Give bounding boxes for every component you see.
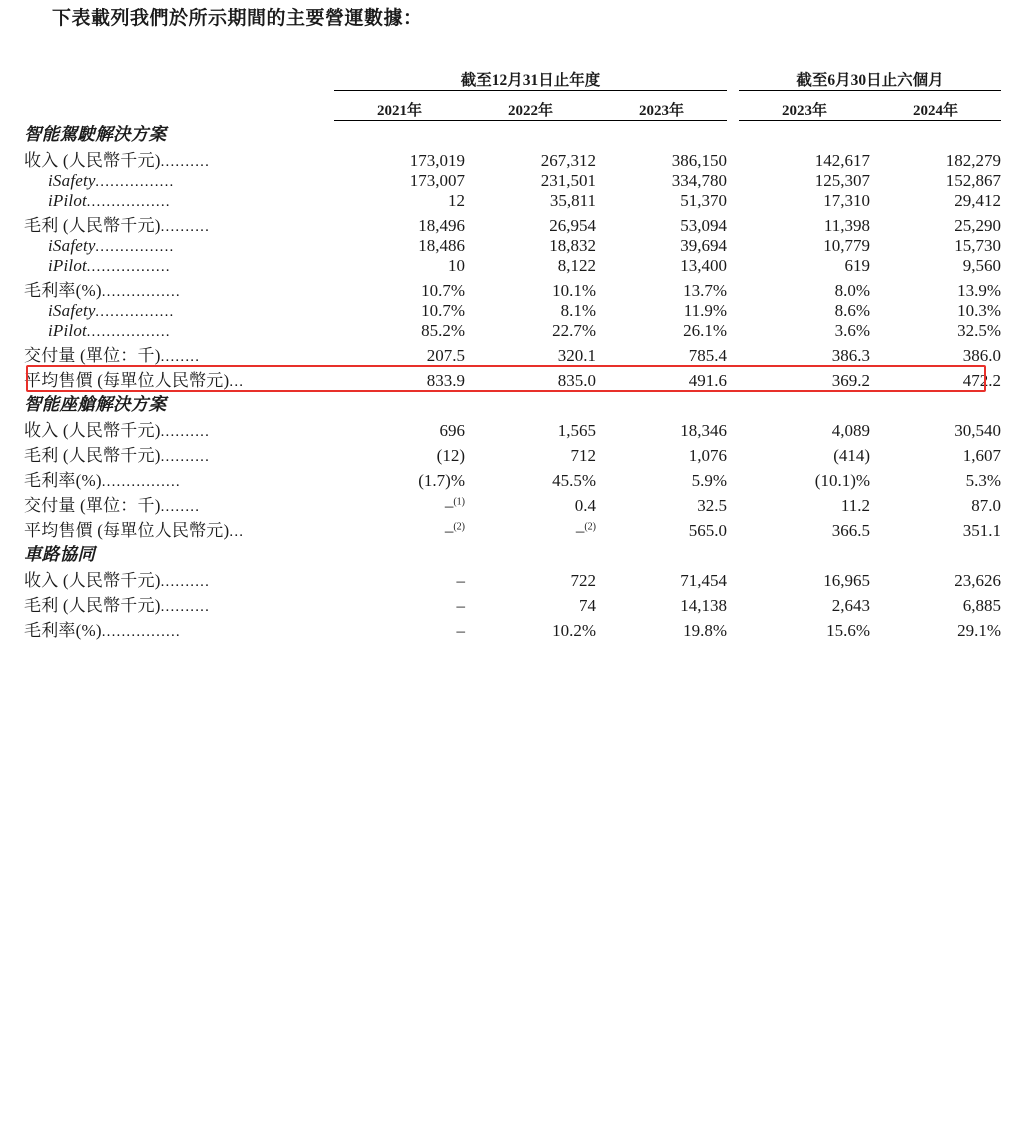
row-label: iPilot.................	[48, 256, 172, 275]
leader-dots: ................	[101, 284, 181, 300]
table-cell-value: 8.0%	[834, 281, 871, 300]
column-gap	[727, 301, 739, 321]
table-row	[24, 616, 1001, 641]
row-label: iPilot.................	[48, 191, 172, 210]
row-label: 交付量 (單位：千)........	[24, 346, 201, 365]
intro-paragraph: 下表載列我們於所示期間的主要營運數據：	[52, 8, 423, 29]
table-cell-value: 366.5	[831, 521, 871, 540]
table-cell-value: –$^{(1)}$	[444, 496, 465, 515]
table-cell-value: 74	[579, 596, 596, 615]
leader-dots: ........	[160, 349, 201, 365]
table-cell-value: 10.7%	[421, 281, 465, 300]
table-cell-value: (12)	[436, 446, 465, 465]
leader-dots: ................	[95, 174, 175, 190]
table-cell-value: –	[456, 596, 465, 615]
column-gap	[727, 211, 739, 236]
table-cell-value: 386,150	[671, 151, 728, 170]
header-group-row	[24, 68, 1001, 91]
table-cell-value: 2,643	[831, 596, 871, 615]
leader-dots: ................	[101, 624, 181, 640]
table-cell-value: 17,310	[823, 191, 871, 210]
row-label: 毛利率(%)................	[24, 621, 181, 640]
leader-dots: ..........	[160, 574, 211, 590]
table-cell-value: 13.7%	[683, 281, 728, 300]
row-label: 交付量 (單位：千)........	[24, 496, 201, 515]
table-cell-value: 833.9	[426, 371, 465, 390]
table-cell-value: 369.2	[831, 371, 871, 390]
table-cell-value: 18,832	[549, 236, 596, 255]
table-cell-value: 696	[439, 421, 465, 440]
table-cell-value: 207.5	[426, 346, 465, 365]
table-row	[24, 591, 1001, 616]
leader-dots: ................	[101, 474, 181, 490]
table-cell-value: 1,607	[962, 446, 1002, 465]
table-row	[24, 276, 1001, 301]
table-cell-value: –	[456, 621, 465, 640]
column-gap	[727, 441, 739, 466]
row-label: iSafety................	[48, 171, 175, 190]
header-year-row	[24, 99, 1001, 121]
table-cell-value: –$^{(2)}$	[575, 521, 596, 540]
section-title: 智能駕駛解決方案	[24, 124, 167, 144]
leader-dots: .................	[86, 324, 172, 340]
row-label: 收入 (人民幣千元)..........	[24, 151, 211, 170]
row-label: iSafety................	[48, 236, 175, 255]
footnote-marker: (2)	[453, 521, 465, 533]
table-cell-value: 10	[448, 256, 465, 275]
section-title-row	[24, 541, 1001, 566]
table-cell-value: 18,486	[418, 236, 465, 255]
table-cell-value: 11.9%	[683, 301, 728, 320]
table-row	[24, 256, 1001, 276]
column-gap	[727, 416, 739, 441]
header-year-2022: 2022年	[465, 99, 596, 121]
table-cell-value: 12	[448, 191, 465, 210]
table-cell-value: 87.0	[971, 496, 1002, 515]
table-row	[24, 211, 1001, 236]
row-label: 毛利 (人民幣千元)..........	[24, 216, 211, 235]
table-cell-value: 10.3%	[957, 301, 1002, 320]
table-cell-value: 142,617	[814, 151, 871, 170]
table-cell-value: 22.7%	[552, 321, 596, 340]
column-gap	[727, 591, 739, 616]
table-cell-value: 29.1%	[957, 621, 1002, 640]
row-label: 收入 (人民幣千元)..........	[24, 571, 211, 590]
footnote-marker: (2)	[584, 521, 596, 533]
table-row	[24, 466, 1001, 491]
table-row	[24, 321, 1001, 341]
table-row	[24, 236, 1001, 256]
table-cell-value: 51,370	[680, 191, 728, 210]
column-gap	[727, 466, 739, 491]
table-cell-value: 125,307	[814, 171, 871, 190]
table-cell-value: 29,412	[954, 191, 1002, 210]
table-cell-value: 8.6%	[834, 301, 871, 320]
table-cell-value: 10.2%	[552, 621, 596, 640]
table-cell-value: 565.0	[688, 521, 728, 540]
table-body	[24, 121, 1001, 642]
table-cell-value: 19.8%	[683, 621, 728, 640]
table-cell-value: 32.5%	[957, 321, 1002, 340]
table-cell-value: 13.9%	[957, 281, 1002, 300]
table-cell-value: 23,626	[954, 571, 1002, 590]
operating-data-table	[24, 68, 1001, 641]
table-cell-value: 35,811	[549, 191, 596, 210]
table-cell-value: 71,454	[680, 571, 728, 590]
footnote-marker: (1)	[453, 496, 465, 508]
table-cell-value: 267,312	[540, 151, 596, 170]
table-row	[24, 146, 1001, 171]
table-cell-value: 5.9%	[691, 471, 728, 490]
table-row	[24, 341, 1001, 366]
column-gap	[727, 321, 739, 341]
section-title: 智能座艙解決方案	[24, 394, 167, 414]
leader-dots: ................	[95, 304, 175, 320]
table-cell-value: 10.7%	[421, 301, 465, 320]
table-cell-value: 0.4	[574, 496, 596, 515]
column-gap	[727, 236, 739, 256]
header-year-2023: 2023年	[596, 99, 727, 121]
table-cell-value: 386.0	[962, 346, 1002, 365]
table-row	[24, 566, 1001, 591]
table-cell-value: 231,501	[540, 171, 596, 190]
column-gap	[727, 516, 739, 541]
column-gap	[727, 191, 739, 211]
header-year-2024-interim: 2024年	[870, 99, 1001, 121]
section-title: 車路協同	[24, 544, 96, 564]
table-cell-value: 1,565	[557, 421, 596, 440]
table-cell-value: 5.3%	[965, 471, 1002, 490]
table-cell-value: 1,076	[688, 446, 728, 465]
header-group-annual: 截至12月31日止年度	[334, 68, 727, 91]
table-cell-value: (10.1)%	[814, 471, 871, 490]
table-cell-value: (414)	[833, 446, 871, 465]
table-cell-value: 491.6	[688, 371, 728, 390]
table-cell-value: 39,694	[680, 236, 728, 255]
table-cell-value: 11,398	[823, 216, 871, 235]
table-cell-value: –	[456, 571, 465, 590]
table-row	[24, 366, 1001, 391]
table-cell-value: 8.1%	[560, 301, 596, 320]
table-cell-value: 3.6%	[834, 321, 871, 340]
table-row	[24, 516, 1001, 541]
table-cell-value: 785.4	[688, 346, 728, 365]
leader-dots: ..........	[160, 599, 211, 615]
table-cell-value: 173,007	[409, 171, 465, 190]
table-cell-value: 14,138	[680, 596, 728, 615]
table-cell-value: 18,496	[418, 216, 465, 235]
table-row	[24, 491, 1001, 516]
table-row	[24, 416, 1001, 441]
table-header	[24, 68, 1001, 121]
leader-dots: ................	[95, 239, 175, 255]
header-group-interim: 截至6月30日止六個月	[739, 68, 1001, 91]
table-cell-value: 472.2	[962, 371, 1002, 390]
table-cell-value: 32.5	[697, 496, 728, 515]
leader-dots: ..........	[160, 154, 211, 170]
table-cell-value: 26,954	[549, 216, 596, 235]
table-cell-value: 6,885	[962, 596, 1002, 615]
table-cell-value: 619	[844, 256, 871, 275]
table-cell-value: 320.1	[557, 346, 596, 365]
table-row	[24, 301, 1001, 321]
column-gap	[727, 566, 739, 591]
row-label: 毛利率(%)................	[24, 281, 181, 300]
table-cell-value: 11.2	[840, 496, 871, 515]
table-cell-value: 182,279	[945, 151, 1002, 170]
row-label: 毛利率(%)................	[24, 471, 181, 490]
column-gap	[727, 616, 739, 641]
leader-dots: ..........	[160, 219, 211, 235]
table-cell-value: 712	[570, 446, 596, 465]
header-year-2023-interim: 2023年	[739, 99, 870, 121]
table-cell-value: 45.5%	[552, 471, 596, 490]
table-cell-value: 26.1%	[683, 321, 728, 340]
row-label: 毛利 (人民幣千元)..........	[24, 446, 211, 465]
table-cell-value: (1.7)%	[418, 471, 465, 490]
table-cell-value: 53,094	[680, 216, 728, 235]
column-gap	[727, 491, 739, 516]
column-gap	[727, 171, 739, 191]
table-cell-value: 18,346	[680, 421, 728, 440]
row-label: 收入 (人民幣千元)..........	[24, 421, 211, 440]
table-row	[24, 171, 1001, 191]
leader-dots: ........	[160, 499, 201, 515]
column-gap	[727, 256, 739, 276]
row-label: 平均售價 (每單位人民幣元)...	[24, 371, 245, 390]
table-cell-value: 15,730	[954, 236, 1002, 255]
section-title-row	[24, 121, 1001, 147]
table-cell-value: 9,560	[962, 256, 1002, 275]
table-cell-value: 334,780	[671, 171, 728, 190]
leader-dots: .................	[86, 259, 172, 275]
leader-dots: ..........	[160, 449, 211, 465]
table-cell-value: 4,089	[831, 421, 871, 440]
leader-dots: ...	[229, 374, 245, 390]
table-cell-value: 15.6%	[826, 621, 871, 640]
section-title-row	[24, 391, 1001, 416]
table-cell-value: 152,867	[945, 171, 1002, 190]
table-cell-value: 30,540	[954, 421, 1002, 440]
table-row	[24, 191, 1001, 211]
table-cell-value: 351.1	[962, 521, 1002, 540]
row-label: 平均售價 (每單位人民幣元)...	[24, 521, 245, 540]
row-label: iSafety................	[48, 301, 175, 320]
row-label: iPilot.................	[48, 321, 172, 340]
table-cell-value: 85.2%	[421, 321, 465, 340]
table-cell-value: 835.0	[557, 371, 596, 390]
column-gap	[727, 276, 739, 301]
leader-dots: .................	[86, 194, 172, 210]
table-row	[24, 441, 1001, 466]
header-spacer-row	[24, 91, 1001, 100]
column-gap	[727, 366, 739, 391]
table-cell-value: 10,779	[823, 236, 871, 255]
table-cell-value: 8,122	[557, 256, 596, 275]
leader-dots: ..........	[160, 424, 211, 440]
table-cell-value: 722	[570, 571, 596, 590]
table-cell-value: 13,400	[680, 256, 728, 275]
table-cell-value: 173,019	[409, 151, 465, 170]
row-label: 毛利 (人民幣千元)..........	[24, 596, 211, 615]
leader-dots: ...	[229, 524, 245, 540]
table-cell-value: 10.1%	[552, 281, 596, 300]
table-cell-value: 16,965	[823, 571, 871, 590]
column-gap	[727, 341, 739, 366]
header-year-2021: 2021年	[334, 99, 465, 121]
table-cell-value: 25,290	[954, 216, 1002, 235]
table-cell-value: –$^{(2)}$	[444, 521, 465, 540]
table-cell-value: 386.3	[831, 346, 871, 365]
column-gap	[727, 146, 739, 171]
